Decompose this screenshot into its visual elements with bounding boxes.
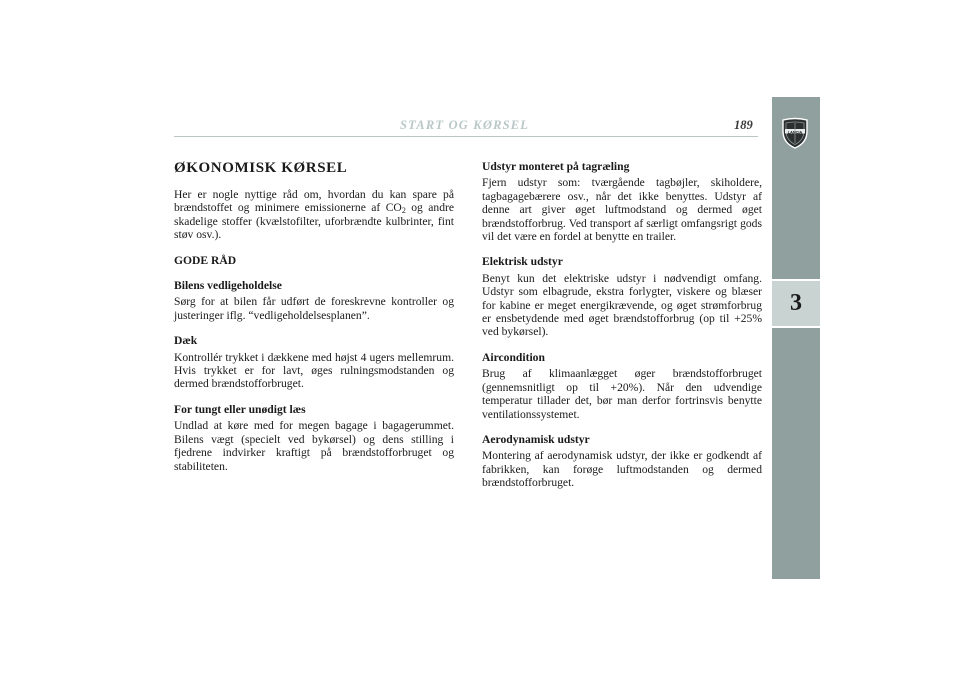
subsection-text: Montering af aerodynamisk udstyr, der ikke er godkendt af fabrikken, kan forøge luftmodstanden og dermed brændstofforbruget. <box>482 449 762 490</box>
subsection-text: Undlad at køre med for megen bagage i bagagerummet. Bilens vægt (specielt ved bykørsel) og dens stilling i fjedrene indvirker kraftigt på brændstofforbruget og stabiliteten. <box>174 419 454 473</box>
subsection-text: Brug af klimaanlægget øger brændstofforbruget (gennemsnitligt op til +20%). Når den udvendige temperatur tillader det, bør man derfor fortrinsvis benytte ventilationssystemet. <box>482 367 762 421</box>
subsection-heading: Aircondition <box>482 350 545 364</box>
subsection-heading: Elektrisk udstyr <box>482 255 563 269</box>
subsection-heading: For tungt eller unødigt læs <box>174 402 306 416</box>
subsection-text: Benyt kun det elektriske udstyr i nødvendigt omfang. Udstyr som elbagrude, ekstra forlygter, viskere og blæser for kabine er meget energikrævende, og øget strømforbrug er ensbetydende med øget brændstofforbrug (op til +25% ved bykørsel). <box>482 271 762 339</box>
page-number: 189 <box>734 118 753 132</box>
chapter-side-tab <box>772 97 820 579</box>
lancia-shield-icon <box>780 117 810 149</box>
chapter-box <box>772 281 820 326</box>
subsection-heading: Dæk <box>174 334 198 348</box>
subsection-heading: Aerodynamisk udstyr <box>482 432 590 446</box>
subsection-heading: Bilens vedligeholdelse <box>174 279 282 293</box>
subsection-heading: Udstyr monteret på tagræling <box>482 160 630 173</box>
page-header-title: START OG KØRSEL <box>400 118 530 132</box>
chapter-number: 3 <box>790 290 802 316</box>
intro-paragraph: Her er nogle nyttige råd om, hvordan du kan spare på brændstoffet og minimere emissionerne af $CO_2$ og andre skadelige stoffer (kvælstofilter, uforbrændte kulbrinter, fint støv osv.). <box>174 188 454 242</box>
chapter-divider-bottom <box>772 326 820 328</box>
logo-text: LANCIA <box>787 130 803 135</box>
section-title: ØKONOMISK KØRSEL <box>174 160 348 176</box>
right-column <box>482 160 762 502</box>
left-column <box>174 160 454 485</box>
subsection-text: Fjern udstyr som: tværgående tagbøjler, skiholdere, tagbagagebærere osv., når det ikke benyttes. Udstyr af denne art giver øget luftmodstand og dermed øget brændstofforbrug. Ved transport af særligt omfangsrigt gods vil det være en fordel at benytte en trailer. <box>482 176 762 244</box>
subsection-text: Sørg for at bilen får udført de foreskrevne kontroller og justeringer iflg. “vedligeholdelsesplanen”. <box>174 295 454 322</box>
gode-raad-heading: GODE RÅD <box>174 253 237 267</box>
header-rule <box>174 136 758 137</box>
subsection-text: Kontrollér trykket i dækkene med højst 4 ugers mellemrum. Hvis trykket er for lavt, øges rulningsmodstanden og dermed brændstofforbruget. <box>174 350 454 391</box>
